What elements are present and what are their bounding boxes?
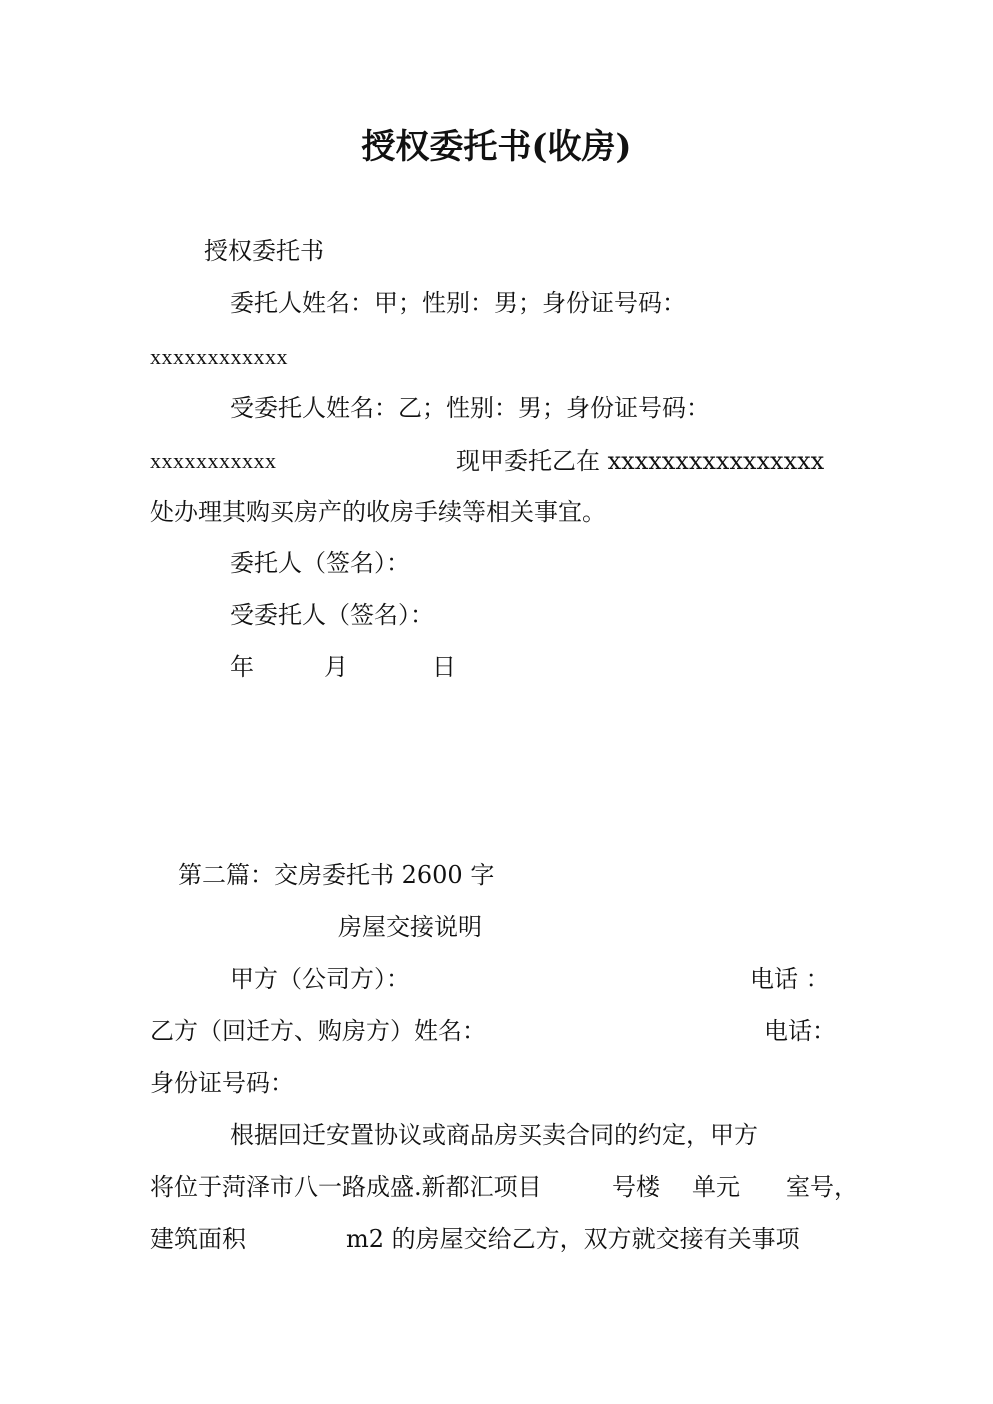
section1-heading: 授权委托书 <box>204 237 324 265</box>
agreement-room-label: 室号， <box>786 1173 858 1201</box>
party-b-phone-label: 电话： <box>764 1017 836 1045</box>
id-number-label: 身份证号码： <box>150 1069 294 1097</box>
party-b-label: 乙方（回迁方、购房方）姓名： <box>150 1017 486 1045</box>
date-year: 年 <box>230 653 254 681</box>
party-a-phone-label: 电话 ： <box>750 965 830 993</box>
section2-heading: 第二篇：交房委托书 2600 字 <box>178 861 495 889</box>
agent-id-value: xxxxxxxxxxx <box>150 448 277 473</box>
mandate-text-end: 处办理其购买房产的收房手续等相关事宜。 <box>150 498 606 526</box>
agreement-unit-label: 单元 <box>692 1173 740 1201</box>
principal-signature-line: 委托人（签名）： <box>230 549 410 577</box>
agreement-paragraph-line2-location: 将位于菏泽市八一路成盛.新都汇项目 <box>150 1173 542 1201</box>
section2-subheading: 房屋交接说明 <box>338 913 482 941</box>
date-month: 月 <box>324 653 348 681</box>
document-title: 授权委托书(收房) <box>361 127 632 167</box>
party-a-label: 甲方（公司方）： <box>230 965 410 993</box>
agreement-paragraph-line3: m2 的房屋交给乙方，双方就交接有关事项 <box>346 1225 800 1253</box>
principal-id-value: xxxxxxxxxxxx <box>150 344 288 369</box>
agreement-building-label: 号楼 <box>612 1173 660 1201</box>
mandate-text-start: 现甲委托乙在 xxxxxxxxxxxxxxxx <box>456 447 825 475</box>
agreement-paragraph-line1: 根据回迁安置协议或商品房买卖合同的约定，甲方 <box>230 1121 758 1149</box>
agent-signature-line: 受委托人（签名）： <box>230 601 434 629</box>
agent-info-line: 受委托人姓名：乙；性别：男；身份证号码： <box>230 394 710 422</box>
date-day: 日 <box>432 653 456 681</box>
agreement-area-label: 建筑面积 <box>150 1225 246 1253</box>
principal-info-line: 委托人姓名：甲；性别：男；身份证号码： <box>230 289 686 317</box>
